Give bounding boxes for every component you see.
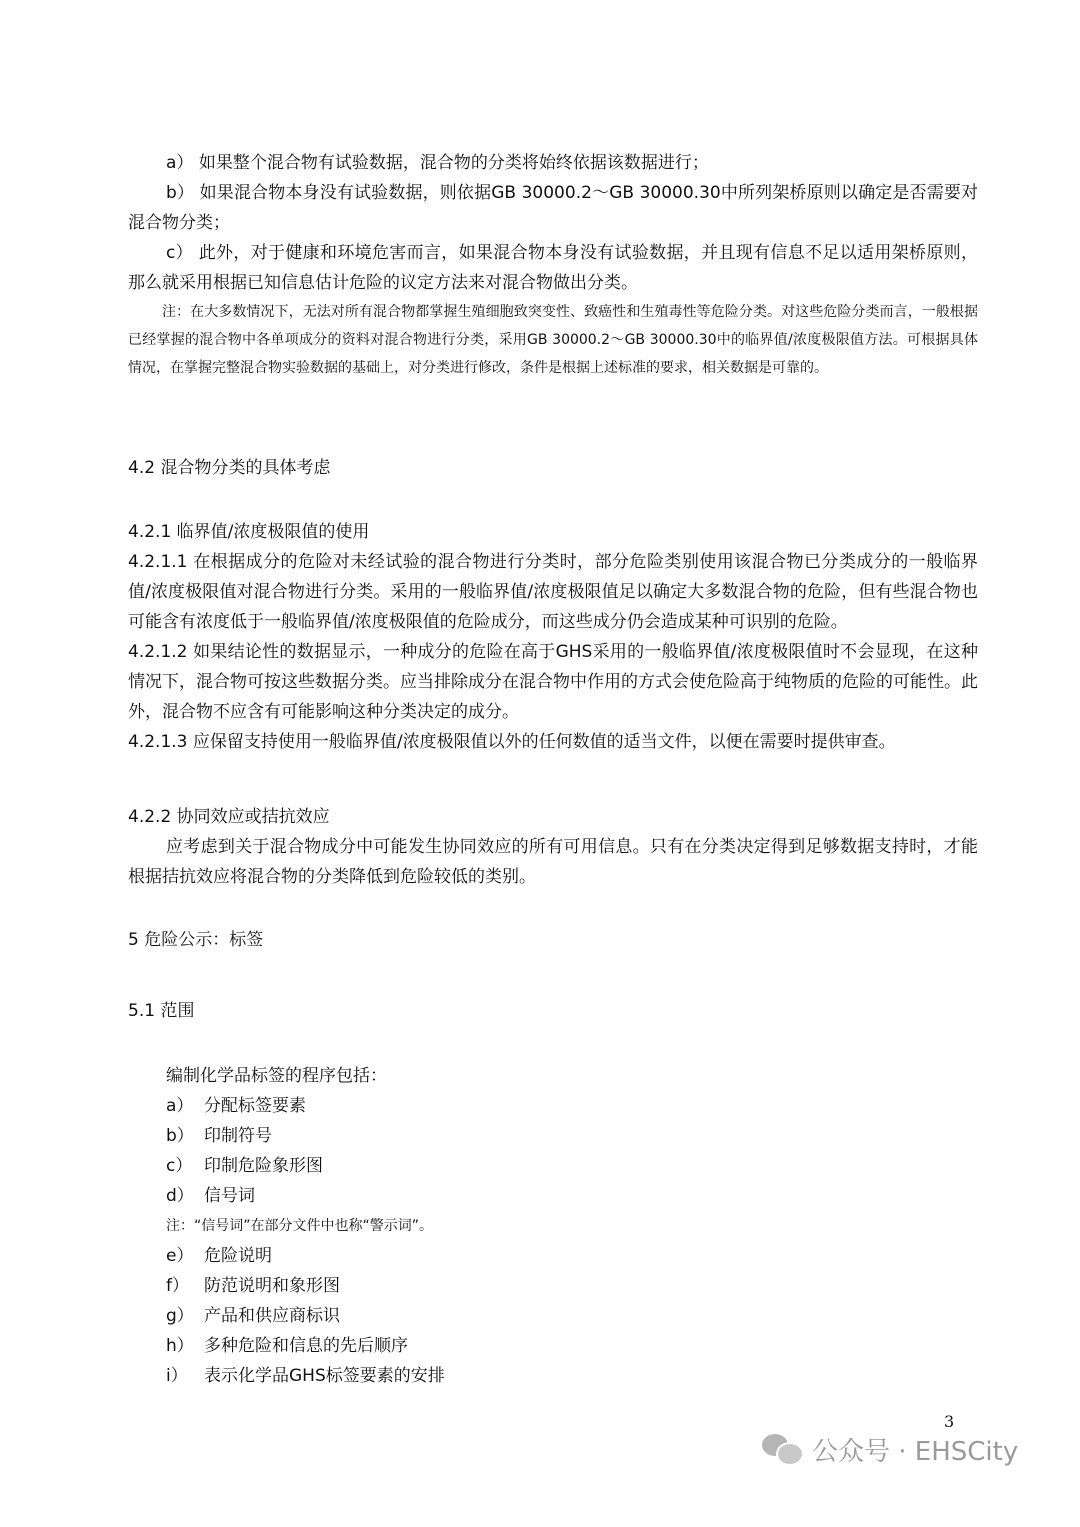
heading-4-2-2: 4.2.2 协同效应或拮抗效应 <box>128 807 330 827</box>
heading-4-2: 4.2 混合物分类的具体考虑 <box>128 458 331 478</box>
section-4-2-1 <box>128 517 978 757</box>
item-c: c） 此外，对于健康和环境危害而言，如果混合物本身没有试验数据，并且现有信息不足以适用架桥原则，那么就采用根据已知信息估计危险的议定方法来对混合物做出分类。 <box>128 243 978 293</box>
section-4-2-heading-block <box>128 453 978 483</box>
note-4-1: 注：在大多数情况下，无法对所有混合物都掌握生殖细胞致突变性、致癌性和生殖毒性等危险分类。对这些危险分类而言，一般根据已经掌握的混合物中各单项成分的资料对混合物进行分类，采用GB 30000.2～GB 30000.30中的临界值/浓度极限值方法。可根据具体情况，在掌握完整混合物实验数据的基础上，对分类进行修改，条件是根据上述标准的要求，相关数据是可靠的。 <box>128 304 978 376</box>
para-4-2-1-1: 4.2.1.1 在根据成分的危险对未经试验的混合物进行分类时，部分危险类别使用该混合物已分类成分的一般临界值/浓度极限值对混合物进行分类。采用的一般临界值/浓度极限值足以确定大多数混合物的危险，但有些混合物也可能含有浓度低于一般临界值/浓度极限值的危险成分，而这些成分仍会造成某种可识别的危险。 <box>128 552 978 632</box>
list-item: a） 分配标签要素 <box>166 1096 306 1116</box>
watermark <box>762 1424 1018 1474</box>
list-item: c） 印制危险象形图 <box>166 1156 323 1176</box>
section-4-1-items <box>128 148 978 382</box>
page-number: 3 <box>944 1412 955 1431</box>
list-item: e） 危险说明 <box>166 1246 272 1266</box>
heading-5-1: 5.1 范围 <box>128 1001 195 1021</box>
list-item: b） 印制符号 <box>166 1126 272 1146</box>
list-item: g） 产品和供应商标识 <box>166 1306 340 1326</box>
list-item: h） 多种危险和信息的先后顺序 <box>166 1336 408 1356</box>
section-4-2-2 <box>128 802 978 892</box>
section-5-1-heading-block <box>128 996 978 1026</box>
section-5-1-list <box>128 1061 978 1391</box>
list-item: i） 表示化学品GHS标签要素的安排 <box>166 1366 445 1386</box>
heading-5: 5 危险公示：标签 <box>128 930 264 950</box>
para-4-2-1-3: 4.2.1.3 应保留支持使用一般临界值/浓度极限值以外的任何数值的适当文件，以便在需要时提供审查。 <box>128 732 896 752</box>
wechat-icon <box>762 1432 802 1466</box>
item-b: b） 如果混合物本身没有试验数据，则依据GB 30000.2～GB 30000.30中所列架桥原则以确定是否需要对混合物分类； <box>128 183 978 233</box>
watermark-text: 公众号 · EHSCity <box>812 1436 1019 1467</box>
list-item: d） 信号词 <box>166 1186 255 1206</box>
note-signal-word: 注：“信号词”在部分文件中也称“警示词”。 <box>166 1218 434 1234</box>
list-intro: 编制化学品标签的程序包括： <box>166 1066 387 1086</box>
para-4-2-1-2: 4.2.1.2 如果结论性的数据显示，一种成分的危险在高于GHS采用的一般临界值/浓度极限值时不会显现，在这种情况下，混合物可按这些数据分类。应当排除成分在混合物中作用的方式会使危险高于纯物质的危险的可能性。此外，混合物不应含有可能影响这种分类决定的成分。 <box>128 642 978 722</box>
list-item: f） 防范说明和象形图 <box>166 1276 340 1296</box>
item-a: a） 如果整个混合物有试验数据，混合物的分类将始终依据该数据进行； <box>166 153 709 173</box>
section-5-heading-block <box>128 925 978 955</box>
para-4-2-2: 应考虑到关于混合物成分中可能发生协同效应的所有可用信息。只有在分类决定得到足够数据支持时，才能根据拮抗效应将混合物的分类降低到危险较低的类别。 <box>128 837 978 887</box>
heading-4-2-1: 4.2.1 临界值/浓度极限值的使用 <box>128 522 370 542</box>
